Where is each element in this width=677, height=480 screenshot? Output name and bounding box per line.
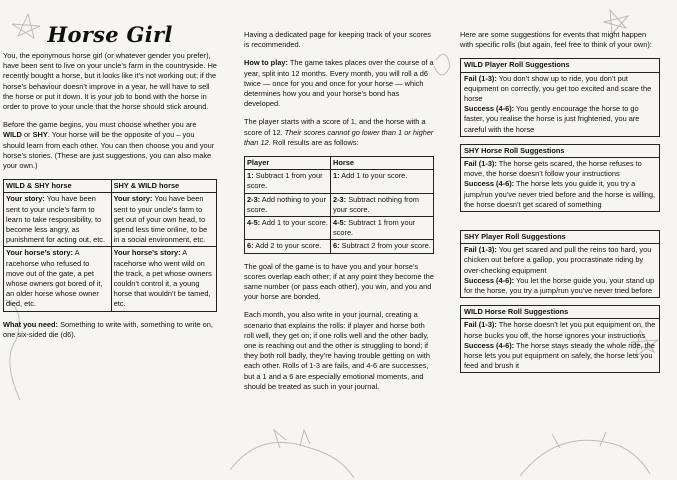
horse-doodle-bottom bbox=[230, 430, 354, 478]
box-heading: SHY Horse Roll Suggestions bbox=[461, 145, 659, 158]
box-heading: WILD Player Roll Suggestions bbox=[461, 59, 659, 72]
horse-story-cell-shy: Your horse’s story: A racehorse who refused to move out of the gate, a pet whose owners got bored of it, an older horse whose owner died, etc. bbox=[4, 247, 112, 311]
what-you-need-paragraph: What you need: Something to write with, something to write on, one six-sided die (d6). bbox=[3, 319, 213, 339]
story-cell-wild: Your story: You have been sent to your uncle’s farm to learn to take responsibility, to become less angry, as punishment for acting out, etc. bbox=[4, 193, 112, 247]
roll-results-table bbox=[244, 156, 434, 254]
journal-paragraph: Each month, you also write in your journal, creating a scenario that explains the rolls: if player and horse both roll well, they get on; if one rolls well and the other badly, one is reaching out and the other is struggling to bond; if they both roll badly, they’re having trouble getting on with each other. Rolls of 1-3 are fails, and 4-6 are successes, but a 1 and a 6 are especially emotional moments, and should be treated as such in your journal. bbox=[244, 310, 430, 391]
choose-paragraph: Before the game begins, you must choose whether you are WILD or SHY. Your horse will be the opposite of you – you should learn from each other. You can then choose you and your horse’s stories. (These are just suggestions, you can also make your own.) bbox=[3, 120, 215, 171]
horse-doodle-bottom-right bbox=[520, 432, 650, 476]
suggestions-intro: Here are some suggestions for events that might happen with specific rolls (but again, feel free to think of your own): bbox=[460, 30, 652, 50]
box-heading: SHY Player Roll Suggestions bbox=[461, 231, 659, 244]
box-body: Fail (1-3): The horse doesn’t let you put equipment on, the horse bucks you off, the horse ignores your instructions Success (4-6): The horse stays steady the whole ride, the horse lets you put equipment on safely, the horse lets you feed and brush it bbox=[464, 320, 656, 371]
column-suggestions bbox=[460, 30, 660, 380]
swirl-doodle-center bbox=[434, 54, 450, 75]
shy-player-suggestions-box bbox=[460, 230, 660, 298]
story-table-header-shy-wild: SHY & WILD horse bbox=[111, 180, 216, 193]
box-heading: WILD Horse Roll Suggestions bbox=[461, 306, 659, 319]
shy-label: SHY bbox=[32, 130, 48, 140]
score-page-paragraph: Having a dedicated page for keeping track of your scores is recommended. bbox=[244, 30, 431, 50]
goal-paragraph: The goal of the game is to have you and your horse’s scores overlap each other; if at any point they become the same number (or pass each other), you win, and you and your horse are bonded. bbox=[244, 261, 434, 302]
wild-player-suggestions-box bbox=[460, 58, 660, 136]
wild-label: WILD bbox=[3, 130, 22, 140]
table-row: 1: Subtract 1 from your score. 1: Add 1 to your score. bbox=[245, 170, 434, 193]
how-to-play-paragraph: How to play: The game takes places over the course of a year, split into 12 months. Every month, you will roll a d6 twice — once for you and once for your horse — which determines how you and your horse’s bond has developed. bbox=[244, 58, 434, 109]
wild-horse-suggestions-box bbox=[460, 305, 660, 373]
story-table bbox=[3, 179, 217, 311]
horse-story-cell-wild: Your horse’s story: A racehorse who went wild on the track, a pet whose owners couldn’t control it, a young horse that wouldn’t be tamed, etc. bbox=[111, 247, 216, 311]
table-row: 2-3: Add nothing to your score. 2-3: Subtract nothing from your score. bbox=[245, 193, 434, 216]
starting-scores-paragraph: The player starts with a score of 1, and the horse with a score of 12. Their scores cannot go lower than 1 or higher than 12. Roll results are as follows: bbox=[244, 117, 434, 147]
roll-table-header-horse: Horse bbox=[330, 157, 433, 170]
story-table-header-wild-shy: WILD & SHY horse bbox=[4, 180, 112, 193]
box-body: Fail (1-3): You get scared and pull the reins too hard, you chicken out before a gallop, you procrastinate riding by over-checking equipment Success (4-6): You let the horse guide you, your stand up for the horse, you try a jump/run you’ve never tried before bbox=[464, 245, 655, 296]
table-row: 4-5: Add 1 to your score. 4-5: Subtract 1 from your score. bbox=[245, 217, 434, 240]
page-title: Horse Girl bbox=[47, 22, 173, 47]
table-row: 6: Add 2 to your score. 6: Subtract 2 from your score. bbox=[245, 240, 434, 253]
intro-paragraph: You, the eponymous horse girl (or whatever gender you prefer), have been sent to live on your uncle’s farm in the countryside. He recently bought a horse, but it looks like it’s not working out; if the horse’s behaviour doesn’t improve in a year, he will have to sell the horse or put it down. It is your job to bond with the horse in order to prove to your uncle that the horse should stick around. bbox=[3, 51, 217, 112]
shy-horse-suggestions-box bbox=[460, 144, 660, 212]
column-rules bbox=[244, 30, 434, 400]
box-body: Fail (1-3): You don’t show up to ride, you don’t put equipment on correctly, you get too excited and scare the horse Success (4-6): You gently encourage the horse to go faster, you realise the horse is just frightened, you are careful with the horse bbox=[464, 73, 652, 134]
box-body: Fail (1-3): The horse gets scared, the horse refuses to move, the horse doesn’t follow your instructions Success (4-6): The horse lets you guide it, you try a jump/run you’ve never tried before and the horse is willing, the horse doesn’t get scared of something bbox=[464, 159, 656, 209]
roll-table-header-player: Player bbox=[245, 157, 331, 170]
story-cell-shy: Your story: You have been sent to your uncle’s farm to get out of your own head, to spend less time online, to be in a social environment, etc. bbox=[111, 193, 216, 247]
column-intro bbox=[3, 22, 217, 348]
